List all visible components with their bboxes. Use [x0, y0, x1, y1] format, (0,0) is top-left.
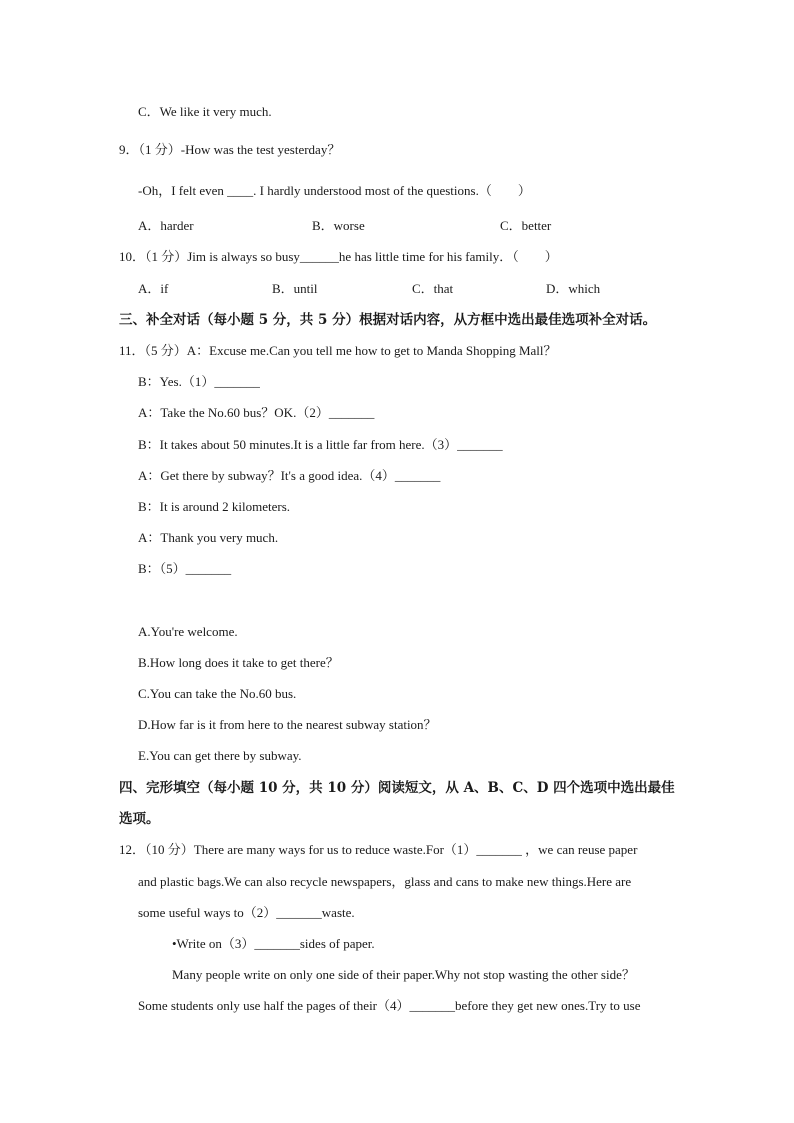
q12-line: 12．（10 分）There are many ways for us to reduce waste.For（1）_______ ，we can reuse paper	[119, 842, 638, 857]
q11-choice-e: E.You can get there by subway.	[138, 748, 302, 763]
q12-bullet-line: •Write on（3）_______sides of paper.	[172, 936, 375, 951]
q10-option-b[interactable]: B．until	[272, 281, 318, 296]
q12-line: and plastic bags.We can also recycle newspapers，glass and cans to make new things.Here are	[138, 874, 632, 889]
q12-line: Some students only use half the pages of their（4）_______before they get new ones.Try to use	[138, 998, 641, 1013]
section4-heading-cont: 选项。	[119, 811, 160, 827]
q10-option-d[interactable]: D．which	[546, 281, 601, 296]
q11-dialogue-line: A：Get there by subway？It's a good idea.（4）_______	[138, 468, 441, 483]
q11-dialogue-line: A：Take the No.60 bus？OK.（2）_______	[138, 405, 375, 420]
section4-heading: 四、完形填空（每小题 10 分，共 10 分）阅读短文，从 A、B、C、D 四个选项中选出最佳	[119, 780, 675, 796]
q10-stem: 10．（1 分）Jim is always so busy______he has little time for his family．（ ）	[119, 249, 558, 264]
q9-line2: -Oh，I felt even ____. I hardly understood most of the questions.（ ）	[138, 183, 531, 198]
q12-line: Many people write on only one side of their paper.Why not stop wasting the other side？	[172, 967, 635, 982]
q9-option-b[interactable]: B．worse	[312, 218, 365, 233]
q9-option-c[interactable]: C．better	[500, 218, 552, 233]
section3-heading: 三、补全对话（每小题 5 分，共 5 分）根据对话内容，从方框中选出最佳选项补全对话。	[119, 312, 657, 328]
q11-stem: 11．（5 分）A：Excuse me.Can you tell me how to get to Manda Shopping Mall？	[119, 343, 557, 358]
q10-option-a[interactable]: A．if	[138, 281, 169, 296]
q11-choice-b: B.How long does it take to get there？	[138, 655, 339, 670]
q11-choice-c: C.You can take the No.60 bus.	[138, 686, 297, 701]
q10-option-c[interactable]: C．that	[412, 281, 454, 296]
q8-option-c: C．We like it very much.	[138, 104, 272, 119]
q11-dialogue-line: B：（5）_______	[138, 561, 232, 576]
q11-choice-a: A.You're welcome.	[138, 624, 238, 639]
q11-dialogue-line: B：Yes.（1）_______	[138, 374, 260, 389]
q12-line: some useful ways to（2）_______waste.	[138, 905, 355, 920]
q9-stem: 9．（1 分）-How was the test yesterday？	[119, 142, 341, 157]
q9-option-a[interactable]: A．harder	[138, 218, 194, 233]
q11-choice-d: D.How far is it from here to the nearest subway station？	[138, 717, 437, 732]
q11-dialogue-line: A：Thank you very much.	[138, 530, 279, 545]
q11-dialogue-line: B：It is around 2 kilometers.	[138, 499, 291, 514]
q11-dialogue-line: B：It takes about 50 minutes.It is a little far from here.（3）_______	[138, 437, 503, 452]
